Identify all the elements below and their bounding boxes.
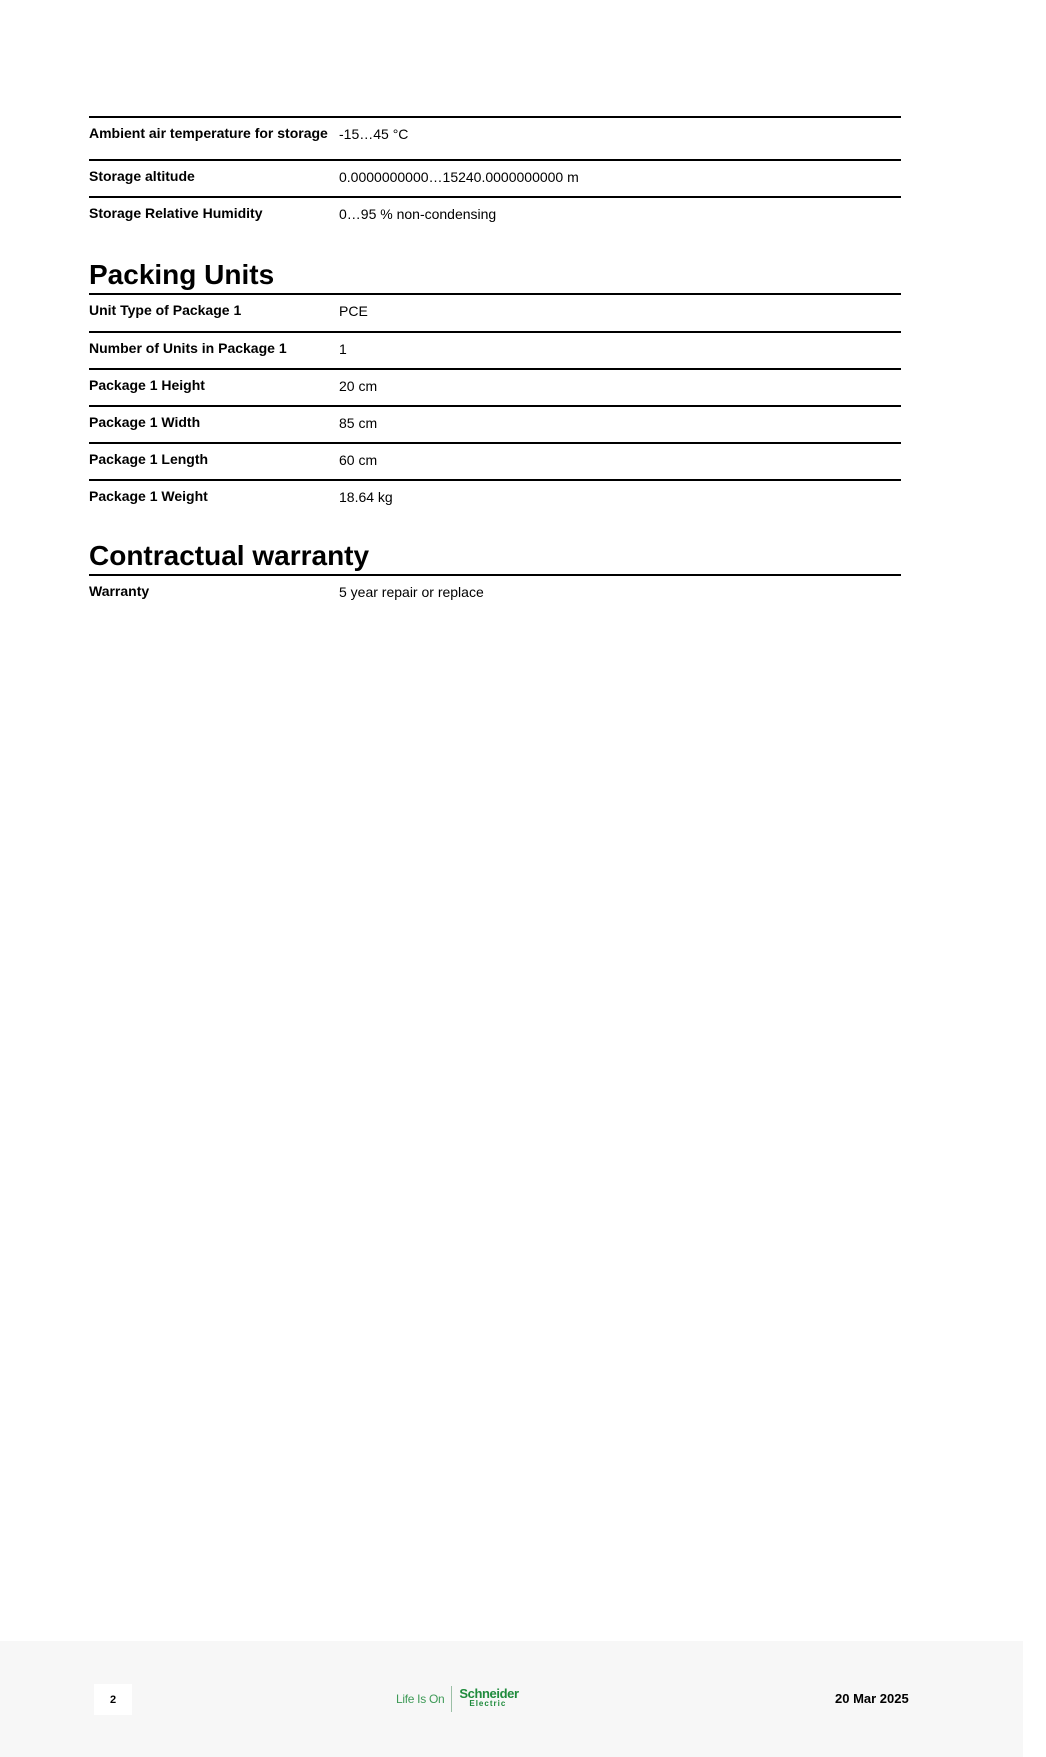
table-row [89,442,901,479]
page-footer [0,1641,1023,1757]
section-title-packing-units: Packing Units [89,259,275,290]
table-row [89,159,901,196]
row-label: Storage Relative Humidity [89,205,263,221]
schneider-electric-logo [396,1686,519,1712]
row-label: Storage altitude [89,168,195,184]
logo-divider [451,1686,452,1712]
table-row [89,574,901,604]
row-label: Ambient air temperature for storage [89,125,328,141]
row-value: 0.0000000000…15240.0000000000 m [339,169,579,185]
logo-brand-subname: Electric [469,1699,507,1708]
table-row [89,405,901,442]
document-date: 20 Mar 2025 [835,1691,909,1706]
row-value: -15…45 °C [339,126,409,142]
row-value: 18.64 kg [339,489,393,505]
row-label: Package 1 Height [89,377,205,393]
row-value: PCE [339,303,368,319]
logo-tagline: Life Is On [396,1692,445,1706]
logo-brand [459,1686,519,1709]
table-row [89,331,901,368]
row-label: Package 1 Weight [89,488,208,504]
document-content [89,116,901,604]
row-label: Package 1 Length [89,451,209,467]
row-value: 60 cm [339,452,378,468]
row-label: Number of Units in Package 1 [89,340,287,356]
table-row [89,479,901,540]
logo-brand-name: Schneider [459,1686,519,1701]
row-label: Package 1 Width [89,414,201,430]
row-label: Unit Type of Package 1 [89,302,242,318]
row-value: 5 year repair or replace [339,584,484,600]
row-value: 0…95 % non-condensing [339,206,497,222]
table-row [89,116,901,159]
row-value: 1 [339,341,347,357]
row-value: 20 cm [339,378,378,394]
row-value: 85 cm [339,415,378,431]
page-number: 2 [94,1684,132,1715]
table-row [89,293,901,331]
table-row [89,196,901,259]
row-label: Warranty [89,583,150,599]
table-row [89,368,901,405]
section-title-contractual-warranty: Contractual warranty [89,540,370,571]
